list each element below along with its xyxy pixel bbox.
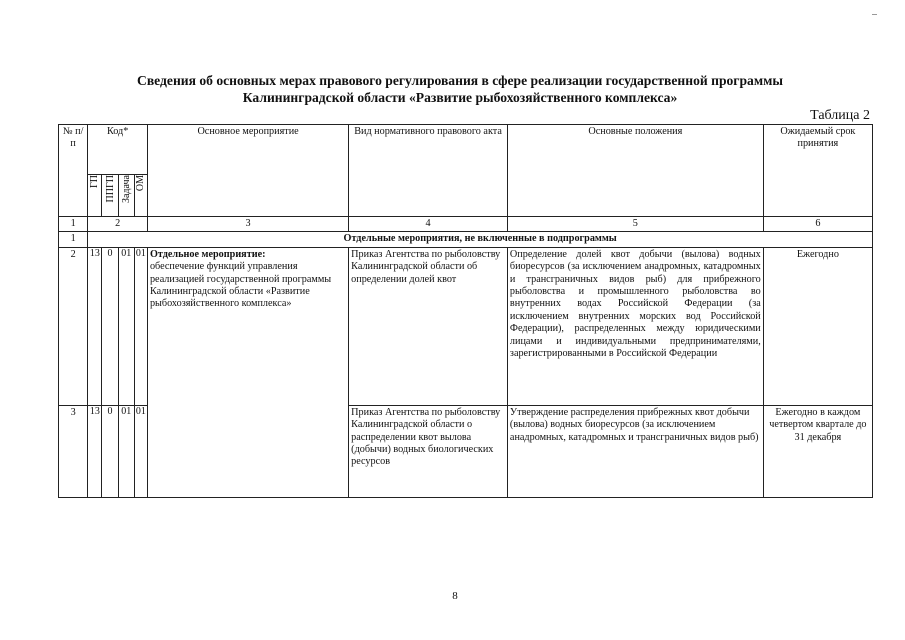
document-title: [60, 72, 860, 106]
header-code-ppgp: ППГП: [102, 175, 118, 217]
row-code-om: 01: [134, 247, 147, 405]
provisions-cell: Определение долей квот добычи (вылова) водных биоресурсов (за исключением анадромных, катадромных и трансграничных видов рыб) для прибрежного рыболовства и промышленного рыболовства во внутренних водах Российской Федерации (за исключением внутренних морских вод Российской Федерации), распределенных между юридическими лицами и индивидуальными предпринимателями, зарегистрированными в Российской Федерации: [507, 247, 763, 405]
header-provisions: Основные положения: [507, 125, 763, 217]
page-number: 8: [452, 590, 458, 602]
section-label: Отдельные мероприятия, не включенные в подпрограммы: [88, 232, 873, 247]
header-code-om: ОМ: [134, 175, 147, 217]
provisions-cell: Утверждение распределения прибрежных квот добычи (вылова) водных биоресурсов (за исключением анадромных, катадромных и трансграничных видов рыб): [507, 405, 763, 497]
act-type-cell: Приказ Агентства по рыболовству Калининградской области о распределении квот вылова (добычи) водных биологических ресурсов: [349, 405, 508, 497]
row-code-gp: 13: [88, 247, 102, 405]
header-row: [59, 125, 873, 175]
header-code-task: Задача: [118, 175, 134, 217]
row-code-ppgp: 0: [102, 247, 118, 405]
main-activity-cell: [147, 247, 348, 497]
header-main-activity: Основное мероприятие: [147, 125, 348, 217]
activity-description: обеспечение функций управления реализацией государственной программы Калининградской области «Развитие рыбохозяйственного комплекса»: [149, 261, 332, 310]
row-code-task: 01: [118, 247, 134, 405]
header-code: Код*: [88, 125, 148, 175]
deadline-cell: Ежегодно в каждом четвертом квартале до 31 декабря: [763, 405, 872, 497]
row-code-task: 01: [118, 405, 134, 497]
row-code-ppgp: 0: [102, 405, 118, 497]
col-number-2: 2: [88, 217, 148, 232]
header-num: № п/п: [59, 125, 88, 217]
col-number-3: 3: [147, 217, 348, 232]
activity-heading: Отдельное мероприятие:: [149, 248, 266, 260]
column-numbers-row: [59, 217, 873, 232]
row-code-gp: 13: [88, 405, 102, 497]
col-number-4: 4: [349, 217, 508, 232]
title-line-1: Сведения об основных мерах правового регулирования в сфере реализации государственной программы: [137, 73, 783, 88]
section-num: 1: [59, 232, 88, 247]
col-number-5: 5: [507, 217, 763, 232]
section-row: [59, 232, 873, 247]
table-label: Таблица 2: [810, 108, 870, 123]
col-number-1: 1: [59, 217, 88, 232]
table-row: [59, 247, 873, 405]
header-code-gp: ГП: [88, 175, 102, 217]
deadline-cell: Ежегодно: [763, 247, 872, 405]
header-deadline: Ожидаемый срок принятия: [763, 125, 872, 217]
title-line-2: Калининградской области «Развитие рыбохозяйственного комплекса»: [242, 90, 678, 105]
row-num: 3: [59, 405, 88, 497]
measures-table: [58, 124, 873, 498]
col-number-6: 6: [763, 217, 872, 232]
header-act-type: Вид нормативного правового акта: [349, 125, 508, 217]
corner-mark: [872, 14, 877, 15]
row-code-om: 01: [134, 405, 147, 497]
row-num: 2: [59, 247, 88, 405]
act-type-cell: Приказ Агентства по рыболовству Калининградской области об определении долей квот: [349, 247, 508, 405]
